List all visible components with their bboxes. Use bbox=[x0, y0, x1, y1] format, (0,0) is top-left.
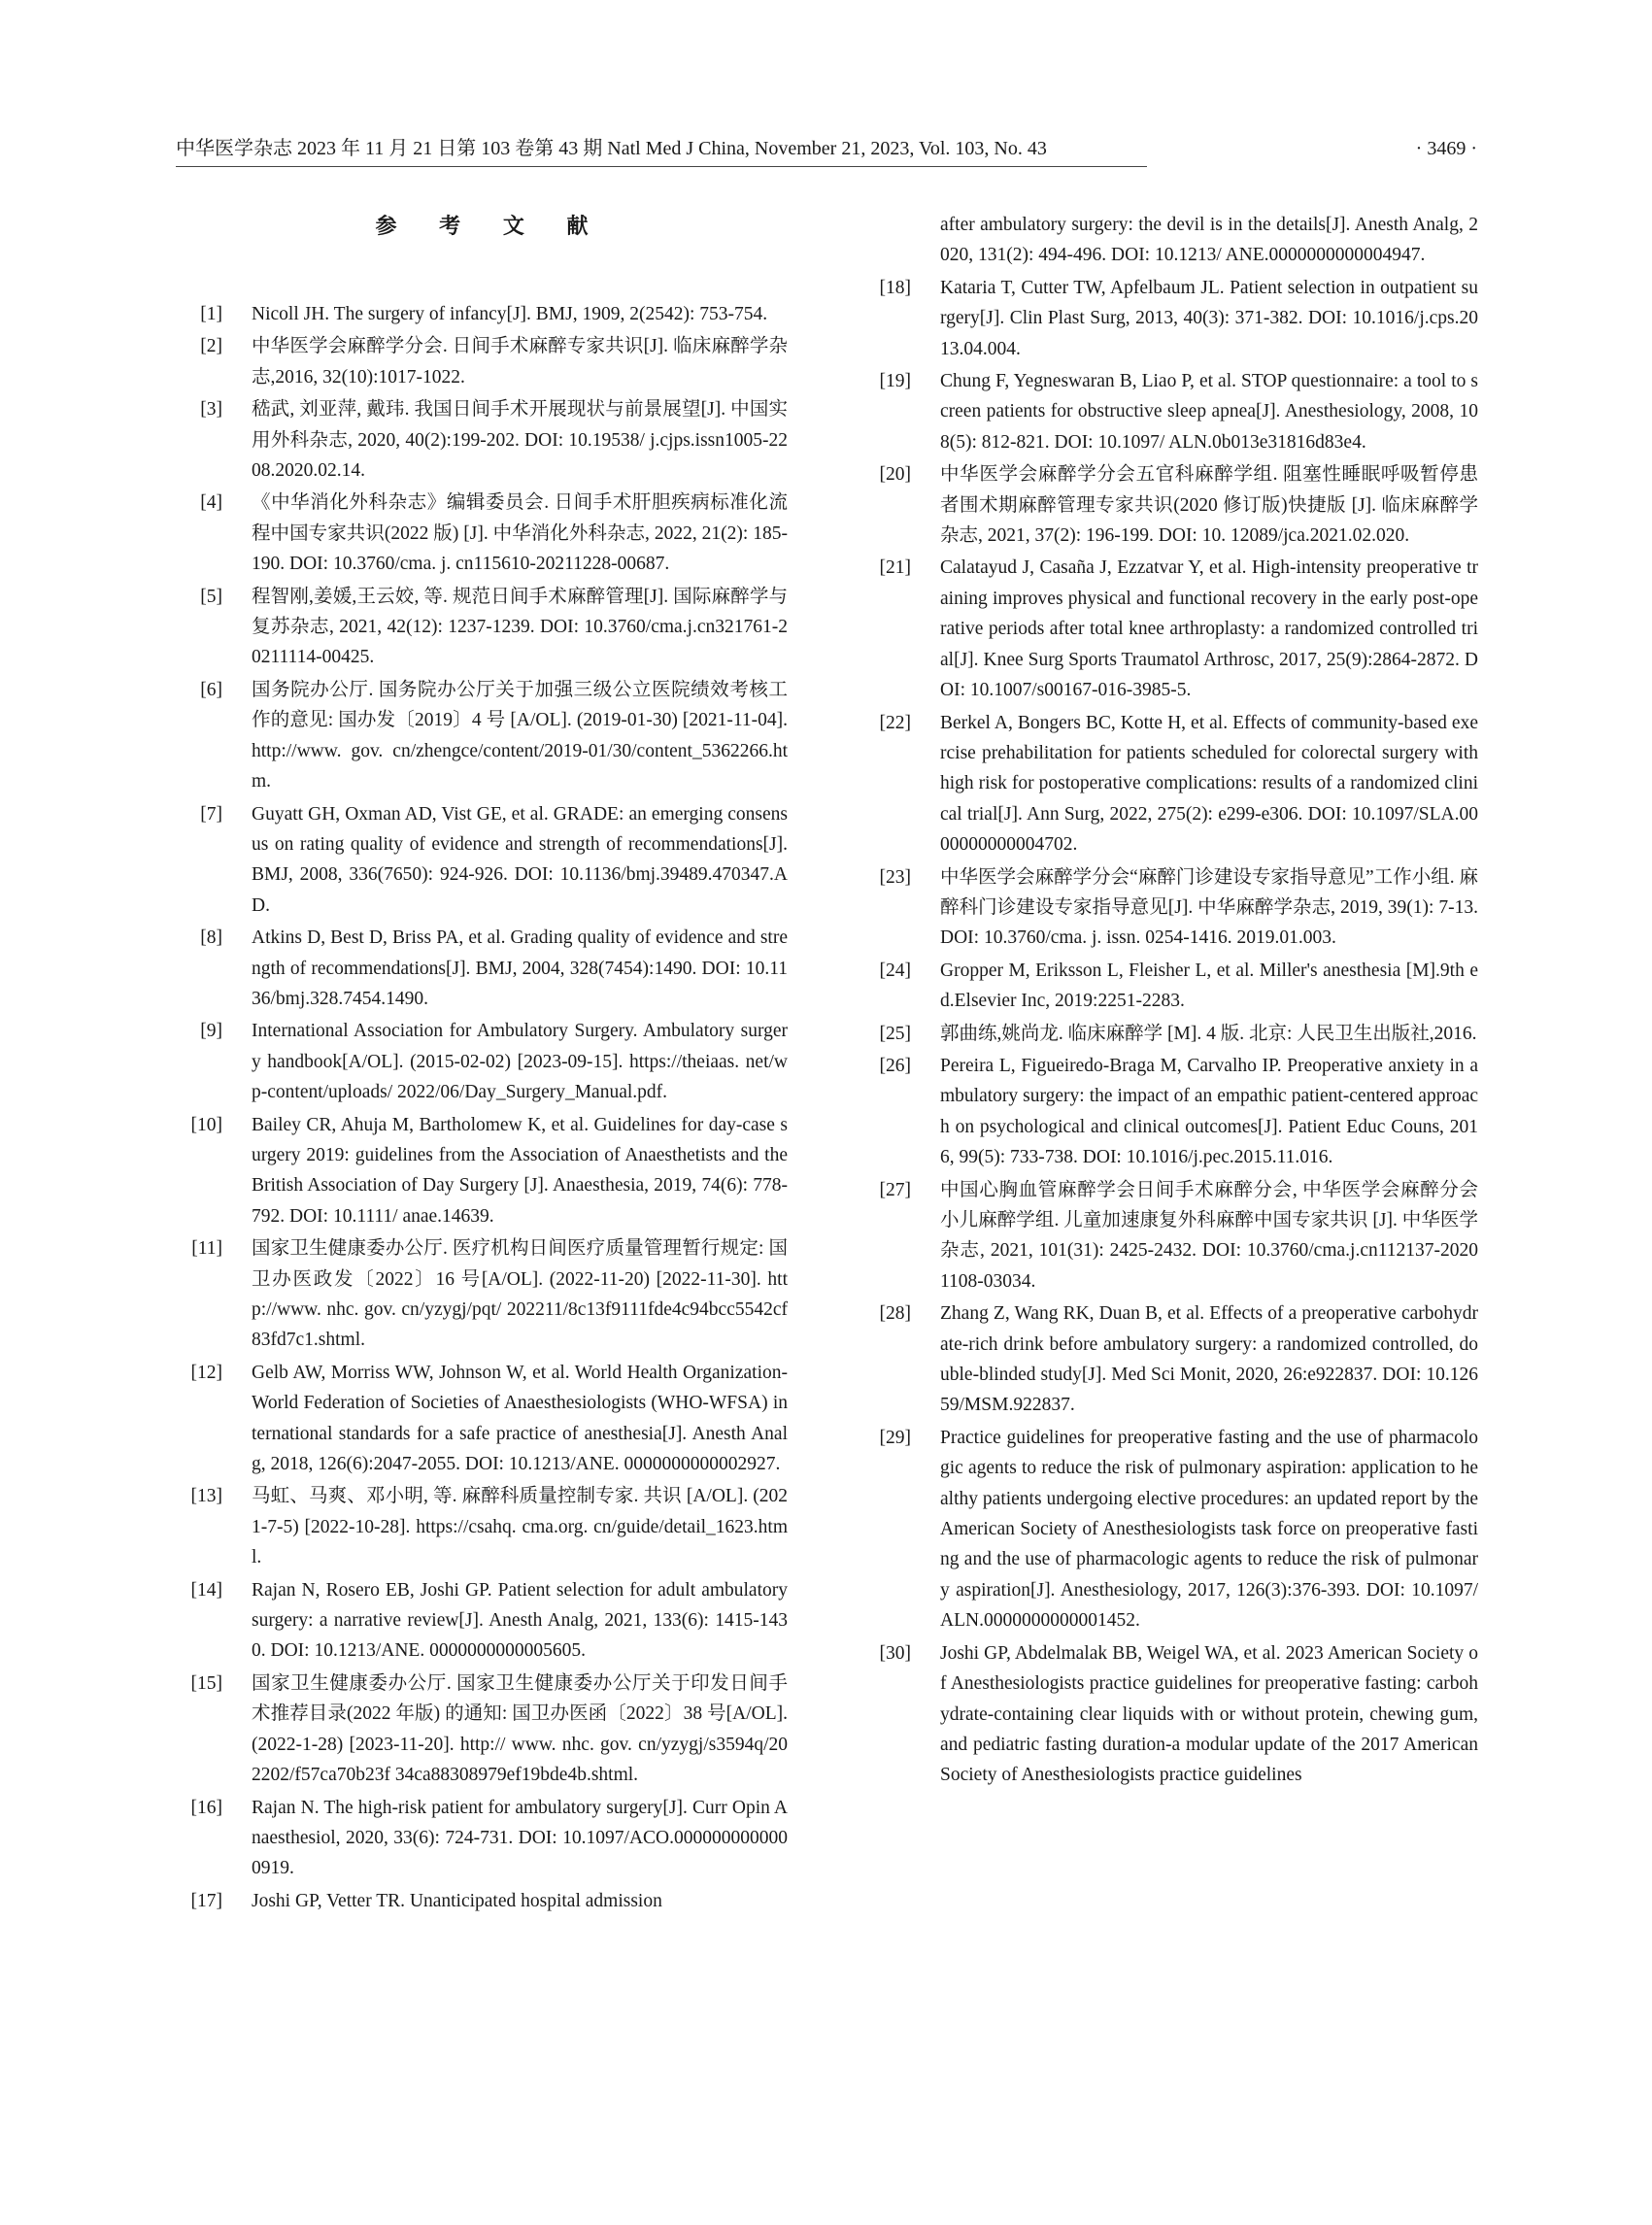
reference-item bbox=[864, 1298, 1478, 1421]
reference-text: Practice guidelines for preoperative fasting and the use of pharmacologic agents to reduce the risk of pulmonary aspiration: application to healthy patients undergoing elective procedures: an updated report by the American Society of Anesthesiologists task force on preoperative fasting and the use of pharmacologic agents to reduce the risk of pulmonary aspiration[J]. Anesthesiology, 2017, 126(3):376-393. DOI: 10.1097/ALN.0000000000001452. bbox=[940, 1427, 1478, 1632]
reference-text: 中华医学会麻醉学分会. 日间手术麻醉专家共识[J]. 临床麻醉学杂志,2016, 32(10):1017-1022. bbox=[252, 336, 788, 388]
reference-number: [14] bbox=[190, 1579, 222, 1601]
reference-number: [12] bbox=[190, 1362, 222, 1383]
reference-item bbox=[176, 1886, 788, 1916]
reference-text: Zhang Z, Wang RK, Duan B, et al. Effects of a preoperative carbohydrate-rich drink before ambulatory surgery: a randomized controlled, double-blinded study[J]. Med Sci Monit, 2020, 26:e922837. DOI: 10.12659/MSM.922837. bbox=[940, 1303, 1478, 1416]
reference-item bbox=[176, 1669, 788, 1791]
header-rule bbox=[176, 166, 1147, 167]
reference-item bbox=[176, 1358, 788, 1480]
journal-citation: 中华医学杂志 2023 年 11 月 21 日第 103 卷第 43 期 Natl Med J China, November 21, 2023, Vol. 103, No. 43 bbox=[176, 138, 1047, 159]
reference-number: [20] bbox=[879, 464, 911, 486]
reference-item bbox=[176, 331, 788, 392]
reference-number: [6] bbox=[200, 679, 222, 700]
reference-number: [1] bbox=[200, 304, 222, 324]
reference-item bbox=[864, 1019, 1478, 1049]
reference-item bbox=[176, 1481, 788, 1572]
reference-item bbox=[864, 459, 1478, 551]
reference-text: after ambulatory surgery: the devil is in the details[J]. Anesth Analg, 2020, 131(2): 494-496. DOI: 10.1213/ ANE.0000000000004947. bbox=[940, 215, 1478, 266]
section-title: 参 考 文 献 bbox=[375, 215, 606, 239]
reference-item bbox=[176, 923, 788, 1014]
reference-text: 中华医学会麻醉学分会“麻醉门诊建设专家指导意见”工作小组. 麻醉科门诊建设专家指导意见[J]. 中华麻醉学杂志, 2019, 39(1): 7-13. DOI: 10.3760/cma. j. issn. 0254-1416. 2019.01.003. bbox=[940, 866, 1478, 949]
reference-text: Rajan N, Rosero EB, Joshi GP. Patient selection for adult ambulatory surgery: a narrative review[J]. Anesth Analg, 2021, 133(6): 1415-1430. DOI: 10.1213/ANE. 0000000000005605. bbox=[252, 1579, 788, 1662]
reference-number: [18] bbox=[879, 277, 911, 298]
reference-item bbox=[176, 1575, 788, 1667]
reference-text: 郭曲练,姚尚龙. 临床麻醉学 [M]. 4 版. 北京: 人民卫生出版社,2016. bbox=[940, 1023, 1477, 1044]
reference-list-right bbox=[864, 273, 1478, 1791]
reference-item bbox=[176, 1016, 788, 1107]
reference-item bbox=[864, 1051, 1478, 1173]
reference-number: [3] bbox=[200, 399, 222, 421]
reference-item bbox=[176, 675, 788, 797]
reference-text: Rajan N. The high-risk patient for ambulatory surgery[J]. Curr Opin Anaesthesiol, 2020, 33(6): 724-731. DOI: 10.1097/ACO.0000000000000919. bbox=[252, 1797, 788, 1879]
reference-text: Gropper M, Eriksson L, Fleisher L, et al. Miller's anesthesia [M].9th ed.Elsevier Inc, 2019:2251-2283. bbox=[940, 960, 1478, 1012]
reference-text: Pereira L, Figueiredo-Braga M, Carvalho IP. Preoperative anxiety in ambulatory surgery: the impact of an empathic patient-centered approach on psychological and clinical outcomes[J]. Patient Educ Couns, 2016, 99(5): 733-738. DOI: 10.1016/j.pec.2015.11.016. bbox=[940, 1055, 1478, 1168]
reference-text: International Association for Ambulatory Surgery. Ambulatory surgery handbook[A/OL]. (2015-02-02) [2023-09-15]. https://theiaas. net/wp-content/uploads/ 2022/06/Day_Surgery_Manual.pdf. bbox=[252, 1021, 788, 1103]
reference-number: [21] bbox=[879, 557, 911, 579]
reference-number: [11] bbox=[191, 1238, 222, 1260]
reference-item bbox=[864, 1638, 1478, 1791]
reference-number: [15] bbox=[190, 1672, 222, 1694]
reference-number: [2] bbox=[200, 336, 222, 357]
running-header bbox=[176, 136, 1477, 175]
reference-number: [26] bbox=[879, 1055, 911, 1076]
reference-number: [27] bbox=[879, 1179, 911, 1200]
reference-text: 国家卫生健康委办公厅. 国家卫生健康委办公厅关于印发日间手术推荐目录(2022 年版) 的通知: 国卫办医函〔2022〕38 号[A/OL]. (2022-1-28) [2023-11-20]. http:// www. nhc. gov. cn/yzygj/s3594q/202202/f57ca70b23f 34ca88308979ef19bde4b.shtml. bbox=[252, 1672, 788, 1786]
reference-number: [22] bbox=[879, 712, 911, 733]
reference-text: 《中华消化外科杂志》编辑委员会. 日间手术肝胆疾病标准化流程中国专家共识(2022 版) [J]. 中华消化外科杂志, 2022, 21(2): 185-190. DOI: 10.3760/cma. j. cn115610-20211228-00687. bbox=[252, 492, 788, 575]
reference-text: Chung F, Yegneswaran B, Liao P, et al. STOP questionnaire: a tool to screen patients for obstructive sleep apnea[J]. Anesthesiology, 2008, 108(5): 812-821. DOI: 10.1097/ ALN.0b013e31816d83e4. bbox=[940, 371, 1478, 453]
reference-text: 国务院办公厅. 国务院办公厅关于加强三级公立医院绩效考核工作的意见: 国办发〔2019〕4 号 [A/OL]. (2019-01-30) [2021-11-04]. http://www. gov. cn/zhengce/content/2019-01/30/content_5362266.htm. bbox=[252, 679, 788, 792]
reference-item bbox=[864, 273, 1478, 364]
reference-number: [8] bbox=[200, 927, 222, 949]
reference-text: Nicoll JH. The surgery of infancy[J]. BMJ, 1909, 2(2542): 753-754. bbox=[252, 304, 768, 324]
reference-item bbox=[176, 1233, 788, 1356]
reference-text: 嵇武, 刘亚萍, 戴玮. 我国日间手术开展现状与前景展望[J]. 中国实用外科杂志, 2020, 40(2):199-202. DOI: 10.19538/ j.cjps.issn1005-2208.2020.02.14. bbox=[252, 399, 788, 482]
reference-item bbox=[864, 956, 1478, 1017]
reference-text: Berkel A, Bongers BC, Kotte H, et al. Effects of community-based exercise prehabilitation for patients scheduled for colorectal surgery with high risk for postoperative complications: results of a randomized clinical trial[J]. Ann Surg, 2022, 275(2): e299-e306. DOI: 10.1097/SLA.0000000000004702. bbox=[940, 712, 1478, 856]
reference-item bbox=[864, 1175, 1478, 1298]
reference-number: [30] bbox=[879, 1642, 911, 1664]
reference-text: 中国心胸血管麻醉学会日间手术麻醉分会, 中华医学会麻醉分会小儿麻醉学组. 儿童加速康复外科麻醉中国专家共识 [J]. 中华医学杂志, 2021, 101(31): 2425-2432. DOI: 10.3760/cma.j.cn112137-20201108-03034. bbox=[940, 1179, 1478, 1292]
reference-number: [19] bbox=[879, 371, 911, 392]
reference-item bbox=[176, 799, 788, 922]
reference-number: [10] bbox=[190, 1114, 222, 1135]
reference-number: [13] bbox=[190, 1486, 222, 1507]
reference-number: [4] bbox=[200, 492, 222, 514]
page-number: · 3469 · bbox=[1415, 138, 1477, 159]
reference-item bbox=[176, 299, 788, 329]
left-column bbox=[176, 206, 788, 1918]
reference-text: Guyatt GH, Oxman AD, Vist GE, et al. GRADE: an emerging consensus on rating quality of evidence and strength of recommendations[J]. BMJ, 2008, 336(7650): 924-926. DOI: 10.1136/bmj.39489.470347.AD. bbox=[252, 803, 788, 916]
reference-text: Calatayud J, Casaña J, Ezzatvar Y, et al. High-intensity preoperative training improves physical and functional recovery in the early post-operative periods after total knee arthroplasty: a randomized controlled trial[J]. Knee Surg Sports Traumatol Arthrosc, 2017, 25(9):2864-2872. DOI: 10.1007/s00167-016-3985-5. bbox=[940, 557, 1478, 701]
reference-number: [5] bbox=[200, 586, 222, 607]
reference-item bbox=[864, 708, 1478, 860]
reference-text: Joshi GP, Abdelmalak BB, Weigel WA, et al. 2023 American Society of Anesthesiologists practice guidelines for preoperative fasting: carbohydrate-containing clear liquids with or without protein, chewing gum, and pediatric fasting duration-a modular update of the 2017 American Society of Anesthesiologists practice guidelines bbox=[940, 1642, 1478, 1786]
reference-number: [24] bbox=[879, 960, 911, 981]
reference-text: Kataria T, Cutter TW, Apfelbaum JL. Patient selection in outpatient surgery[J]. Clin Plast Surg, 2013, 40(3): 371-382. DOI: 10.1016/j.cps.2013.04.004. bbox=[940, 277, 1478, 359]
reference-text: Joshi GP, Vetter TR. Unanticipated hospital admission bbox=[252, 1890, 662, 1911]
reference-number: [25] bbox=[879, 1023, 911, 1044]
reference-item bbox=[176, 582, 788, 673]
reference-number: [23] bbox=[879, 866, 911, 888]
reference-item bbox=[176, 1793, 788, 1884]
reference-number: [16] bbox=[190, 1797, 222, 1818]
reference-item bbox=[864, 553, 1478, 705]
reference-item bbox=[176, 394, 788, 486]
reference-number: [28] bbox=[879, 1303, 911, 1325]
reference-number: [29] bbox=[879, 1427, 911, 1448]
reference-text: 程智刚,姜媛,王云姣, 等. 规范日间手术麻醉管理[J]. 国际麻醉学与复苏杂志, 2021, 42(12): 1237-1239. DOI: 10.3760/cma.j.cn321761-20211114-00425. bbox=[252, 586, 788, 668]
reference-item bbox=[864, 1423, 1478, 1636]
reference-number: [7] bbox=[200, 803, 222, 825]
reference-item bbox=[176, 1110, 788, 1232]
reference-text: 中华医学会麻醉学分会五官科麻醉学组. 阻塞性睡眠呼吸暂停患者围术期麻醉管理专家共识(2020 修订版)快捷版 [J]. 临床麻醉学杂志, 2021, 37(2): 196-199. DOI: 10. 12089/jca.2021.02.020. bbox=[940, 464, 1478, 547]
reference-item bbox=[864, 366, 1478, 457]
reference-item bbox=[864, 862, 1478, 954]
reference-item bbox=[176, 488, 788, 579]
reference-text: Gelb AW, Morriss WW, Johnson W, et al. World Health Organization-World Federation of Societies of Anaesthesiologists (WHO-WFSA) international standards for a safe practice of anesthesia[J]. Anesth Analg, 2018, 126(6):2047-2055. DOI: 10.1213/ANE. 0000000000002927. bbox=[252, 1362, 788, 1475]
reference-text: 国家卫生健康委办公厅. 医疗机构日间医疗质量管理暂行规定: 国卫办医政发〔2022〕16 号[A/OL]. (2022-11-20) [2022-11-30]. http://www. nhc. gov. cn/yzygj/pqt/ 202211/8c13f9111fde4c94bcc5542cf83fd7c1.shtml. bbox=[252, 1238, 788, 1351]
reference-list-left bbox=[176, 299, 788, 1916]
reference-number: [9] bbox=[200, 1021, 222, 1042]
reference-text: Atkins D, Best D, Briss PA, et al. Grading quality of evidence and strength of recommendations[J]. BMJ, 2004, 328(7454):1490. DOI: 10.1136/bmj.328.7454.1490. bbox=[252, 927, 788, 1009]
reference-text: Bailey CR, Ahuja M, Bartholomew K, et al. Guidelines for day-case surgery 2019: guidelines from the Association of Anaesthetists and the British Association of Day Surgery [J]. Anaesthesia, 2019, 74(6): 778-792. DOI: 10.1111/ anae.14639. bbox=[252, 1114, 788, 1227]
reference-continuation bbox=[864, 210, 1478, 271]
right-column bbox=[864, 210, 1478, 1793]
reference-text: 马虹、马爽、邓小明, 等. 麻醉科质量控制专家. 共识 [A/OL]. (2021-7-5) [2022-10-28]. https://csahq. cma.org. cn/guide/detail_1623.html. bbox=[252, 1486, 788, 1568]
reference-number: [17] bbox=[190, 1890, 222, 1911]
